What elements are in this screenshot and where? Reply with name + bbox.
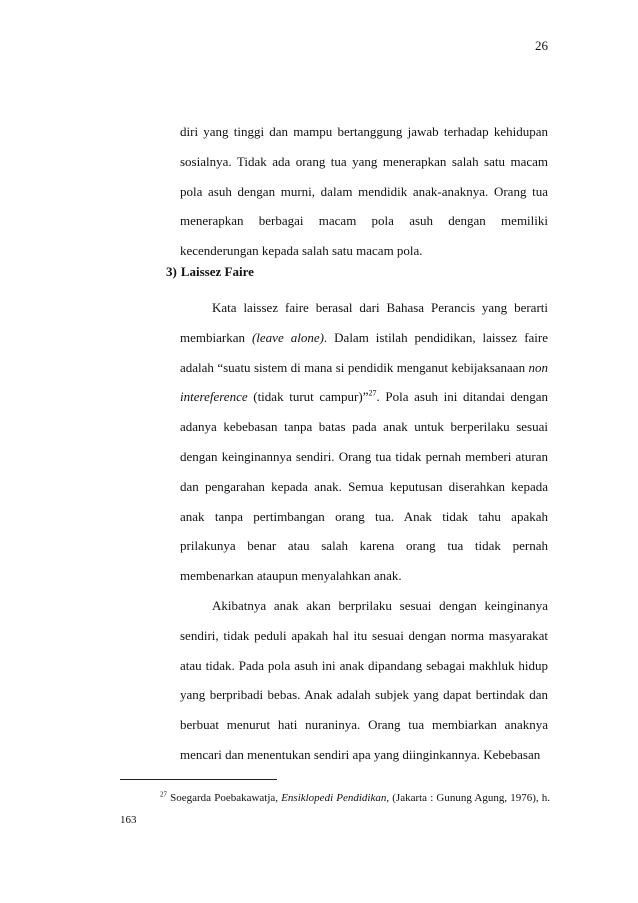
footnote-reference[interactable]: 27 [368, 389, 377, 399]
footnote-book-title: Ensiklopedi Pendidikan [281, 792, 387, 804]
footnote-number: 27 [160, 790, 167, 799]
section-number: 3) [166, 264, 177, 279]
p1-italic-leave-alone: (leave alone) [251, 329, 324, 345]
footnote-publication: , (Jakarta : Gunung Agung, 1976), h. 163 [120, 792, 551, 826]
p1-part4: . Pola asuh ini ditandai dengan adanya kebebasan tanpa batas pada anak untuk berperilaku sesuai dengan keinginannya sendiri. Orang tua tidak pernah memberi aturan dan pengarahan kepada anak. Semua keputusan diserahkan kepada anak tanpa pertimbangan orang tua. Anak tidak tahu apakah prilakunya benar atau salah karena orang tua tidak pernah membenarkan ataupun menyalahkan anak. [180, 389, 548, 584]
section-heading [166, 264, 254, 280]
p1-italic-non-interference: non intereference [180, 359, 548, 405]
paragraph-consequence: Akibatnya anak akan berprilaku sesuai dengan keinginanya sendiri, tidak peduli apakah hal itu sesuai dengan norma masyarakat atau tidak. Pada pola asuh ini anak dipandang sebagai makhluk hidup yang berpribadi bebas. Anak adalah subjek yang dapat bertindak dan berbuat menurut hati nuraninya. Orang tua membiarkan anaknya mencari dan menentukan sendiri apa yang diinginkannya. Kebebasan [180, 597, 548, 762]
p1-part2: . Dalam istilah pendidikan, laissez faire adalah “suatu sistem di mana si pendidik menganut kebijaksanaan [180, 329, 548, 375]
section-body [180, 293, 548, 770]
footnote-author: Soegarda Poebakawatja, [170, 792, 282, 804]
section-title: Laissez Faire [180, 264, 254, 279]
footnote-divider [120, 779, 277, 780]
continuation-text: diri yang tinggi dan mampu bertanggung jawab terhadap kehidupan sosialnya. Tidak ada orang tua yang menerapkan salah satu macam pola asuh dengan murni, dalam mendidik anak-anaknya. Orang tua menerapkan berbagai macam pola asuh dengan memiliki kecenderungan kepada salah satu macam pola. [180, 124, 548, 259]
footnote [120, 787, 550, 831]
paragraph-definition [180, 293, 548, 591]
p1-part3: (tidak turut campur)” [247, 389, 369, 405]
continuation-paragraph [180, 117, 548, 266]
p1-part1: Kata laissez faire berasal dari Bahasa Perancis yang berarti membiarkan [180, 300, 548, 345]
page-number: 26 [535, 38, 548, 53]
